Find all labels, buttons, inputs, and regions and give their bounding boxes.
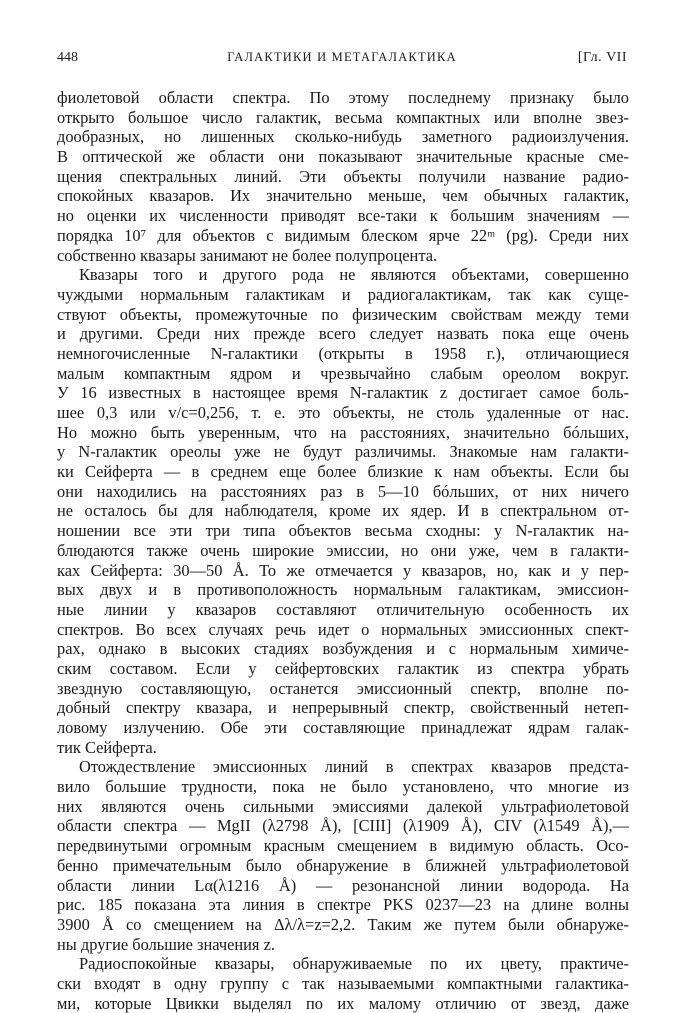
running-title: ГАЛАКТИКИ И МЕТАГАЛАКТИКА bbox=[227, 50, 457, 64]
text-line: они находились на расстояниях раз в 5—10 бóльших, от них ничего bbox=[57, 481, 629, 501]
text-line: рах, однако в высоких стадиях возбуждения и с нормальным химиче- bbox=[57, 639, 629, 659]
text-line: ловому излучению. Обе эти составляющие принадлежат ядрам галак- bbox=[57, 718, 629, 737]
text-line: У 16 известных в настоящее время N-галактик z достигает самое боль- bbox=[57, 383, 629, 403]
page-number: 448 bbox=[57, 50, 78, 65]
text-line: ные линии у квазаров составляют отличительную особенность их bbox=[57, 599, 629, 619]
text-line: вило большие трудности, пока не было установлено, что многие из bbox=[57, 777, 629, 797]
text-line: немногочисленные N-галактики (открыты в 1958 г.), отличающиеся bbox=[57, 343, 629, 363]
text-line: собственно квазары занимают не более полупроцента. bbox=[57, 245, 438, 265]
text-line: ским составом. Если у сейфертовских галактик из спектра убрать bbox=[57, 658, 629, 678]
text-line: шее 0,3 или v/c=0,256, т. е. это объекты, не столь удаленные от нас. bbox=[57, 403, 629, 422]
text-line: ствуют объекты, промежуточные по физическим свойствам между теми bbox=[57, 304, 629, 324]
text-line: ках Сейферта: 30—50 Å. То же отмечается у квазаров, но, как и у пер- bbox=[57, 560, 629, 580]
text-line: чуждыми нормальным галактикам и радиогалактикам, так как суще- bbox=[57, 284, 629, 304]
text-line: и другими. Среди них прежде всего следует назвать пока еще очень bbox=[57, 324, 629, 344]
body-text bbox=[57, 88, 629, 1013]
text-line: ски входят в одну группу с так называемыми компактными галактика- bbox=[57, 973, 629, 993]
text-line: 3900 Å со смещением на Δλ/λ=z=2,2. Таким же путем были обнаруже- bbox=[57, 914, 629, 934]
text-line: Отождествление эмиссионных линий в спектрах квазаров предста- bbox=[79, 757, 629, 777]
text-line: передвинутыми огромным красным смещением в видимую область. Осо- bbox=[57, 836, 629, 856]
text-line: добный спектру квазара, и непрерывный спектр, свойственный нетеп- bbox=[57, 698, 629, 718]
text-line: порядка 10⁷ для объектов с видимым блеском ярче 22ᵐ (pg). Среди них bbox=[57, 225, 629, 245]
text-line: звездную составляющую, останется эмиссионный спектр, вполне по- bbox=[57, 678, 629, 698]
text-line: ношении все эти три типа объектов весьма сходны: у N-галактик на- bbox=[57, 521, 629, 541]
text-line: Но можно быть уверенным, что на расстояниях, значительно бóльших, bbox=[57, 422, 629, 442]
text-line: не осталось бы для наблюдателя, кроме их ядер. И в спектральном от- bbox=[57, 501, 629, 521]
chapter-marker: [Гл. VII bbox=[577, 50, 627, 65]
text-line: но оценки их численности приводят все-таки к большим значениям — bbox=[57, 206, 629, 226]
text-line: дообразных, но лишенных сколько-нибудь заметного радиоизлучения. bbox=[57, 127, 629, 147]
text-line: у N-галактик ореолы уже не будут различимы. Знакомые нам галакти- bbox=[57, 442, 629, 462]
text-line: вых двух и в противоположность нормальным галактикам, эмиссион- bbox=[57, 580, 629, 600]
text-line: В оптической же области они показывают значительные красные сме- bbox=[57, 147, 629, 167]
text-line: них являются очень сильными эмиссиями далекой ультрафиолетовой bbox=[57, 796, 629, 816]
text-line: ки Сейферта — в среднем еще более близкие к нам объекты. Если бы bbox=[57, 462, 629, 482]
text-line: Квазары того и другого рода не являются объектами, совершенно bbox=[79, 265, 629, 285]
text-line: рис. 185 показана эта линия в спектре PKS 0237—23 на длине волны bbox=[57, 895, 629, 915]
text-line: ны другие большие значения z. bbox=[57, 934, 275, 954]
text-line: открыто большое число галактик, весьма компактных или вполне звез- bbox=[57, 107, 629, 127]
text-line: спектров. Во всех случаях речь идет о нормальных эмиссионных спект- bbox=[57, 619, 629, 639]
text-line: ми, которые Цвикки выделял по их малому отличию от звезд, даже bbox=[57, 993, 629, 1013]
text-line: блюдаются также очень широкие эмиссии, но они уже, чем в галакти- bbox=[57, 540, 629, 560]
text-line: тик Сейферта. bbox=[57, 737, 157, 757]
text-line: щения спектральных линий. Эти объекты получили название радио- bbox=[57, 166, 629, 186]
text-line: спокойных квазаров. Их значительно меньше, чем обычных галактик, bbox=[57, 186, 629, 206]
text-line: фиолетовой области спектра. По этому последнему признаку было bbox=[57, 88, 629, 107]
text-line: малым компактным ядром и чрезвычайно слабым ореолом вокруг. bbox=[57, 363, 629, 383]
text-line: Радиоспокойные квазары, обнаруживаемые по их цвету, практиче- bbox=[79, 954, 629, 974]
text-line: области линии Lα(λ1216 Å) — резонансной линии водорода. На bbox=[57, 875, 629, 895]
running-header bbox=[57, 50, 627, 70]
text-line: области спектра — MgII (λ2798 Å), [CIII] (λ1909 Å), CIV (λ1549 Å),— bbox=[57, 816, 629, 836]
text-line: бенно примечательным было обнаружение в ближней ультрафиолетовой bbox=[57, 855, 629, 875]
